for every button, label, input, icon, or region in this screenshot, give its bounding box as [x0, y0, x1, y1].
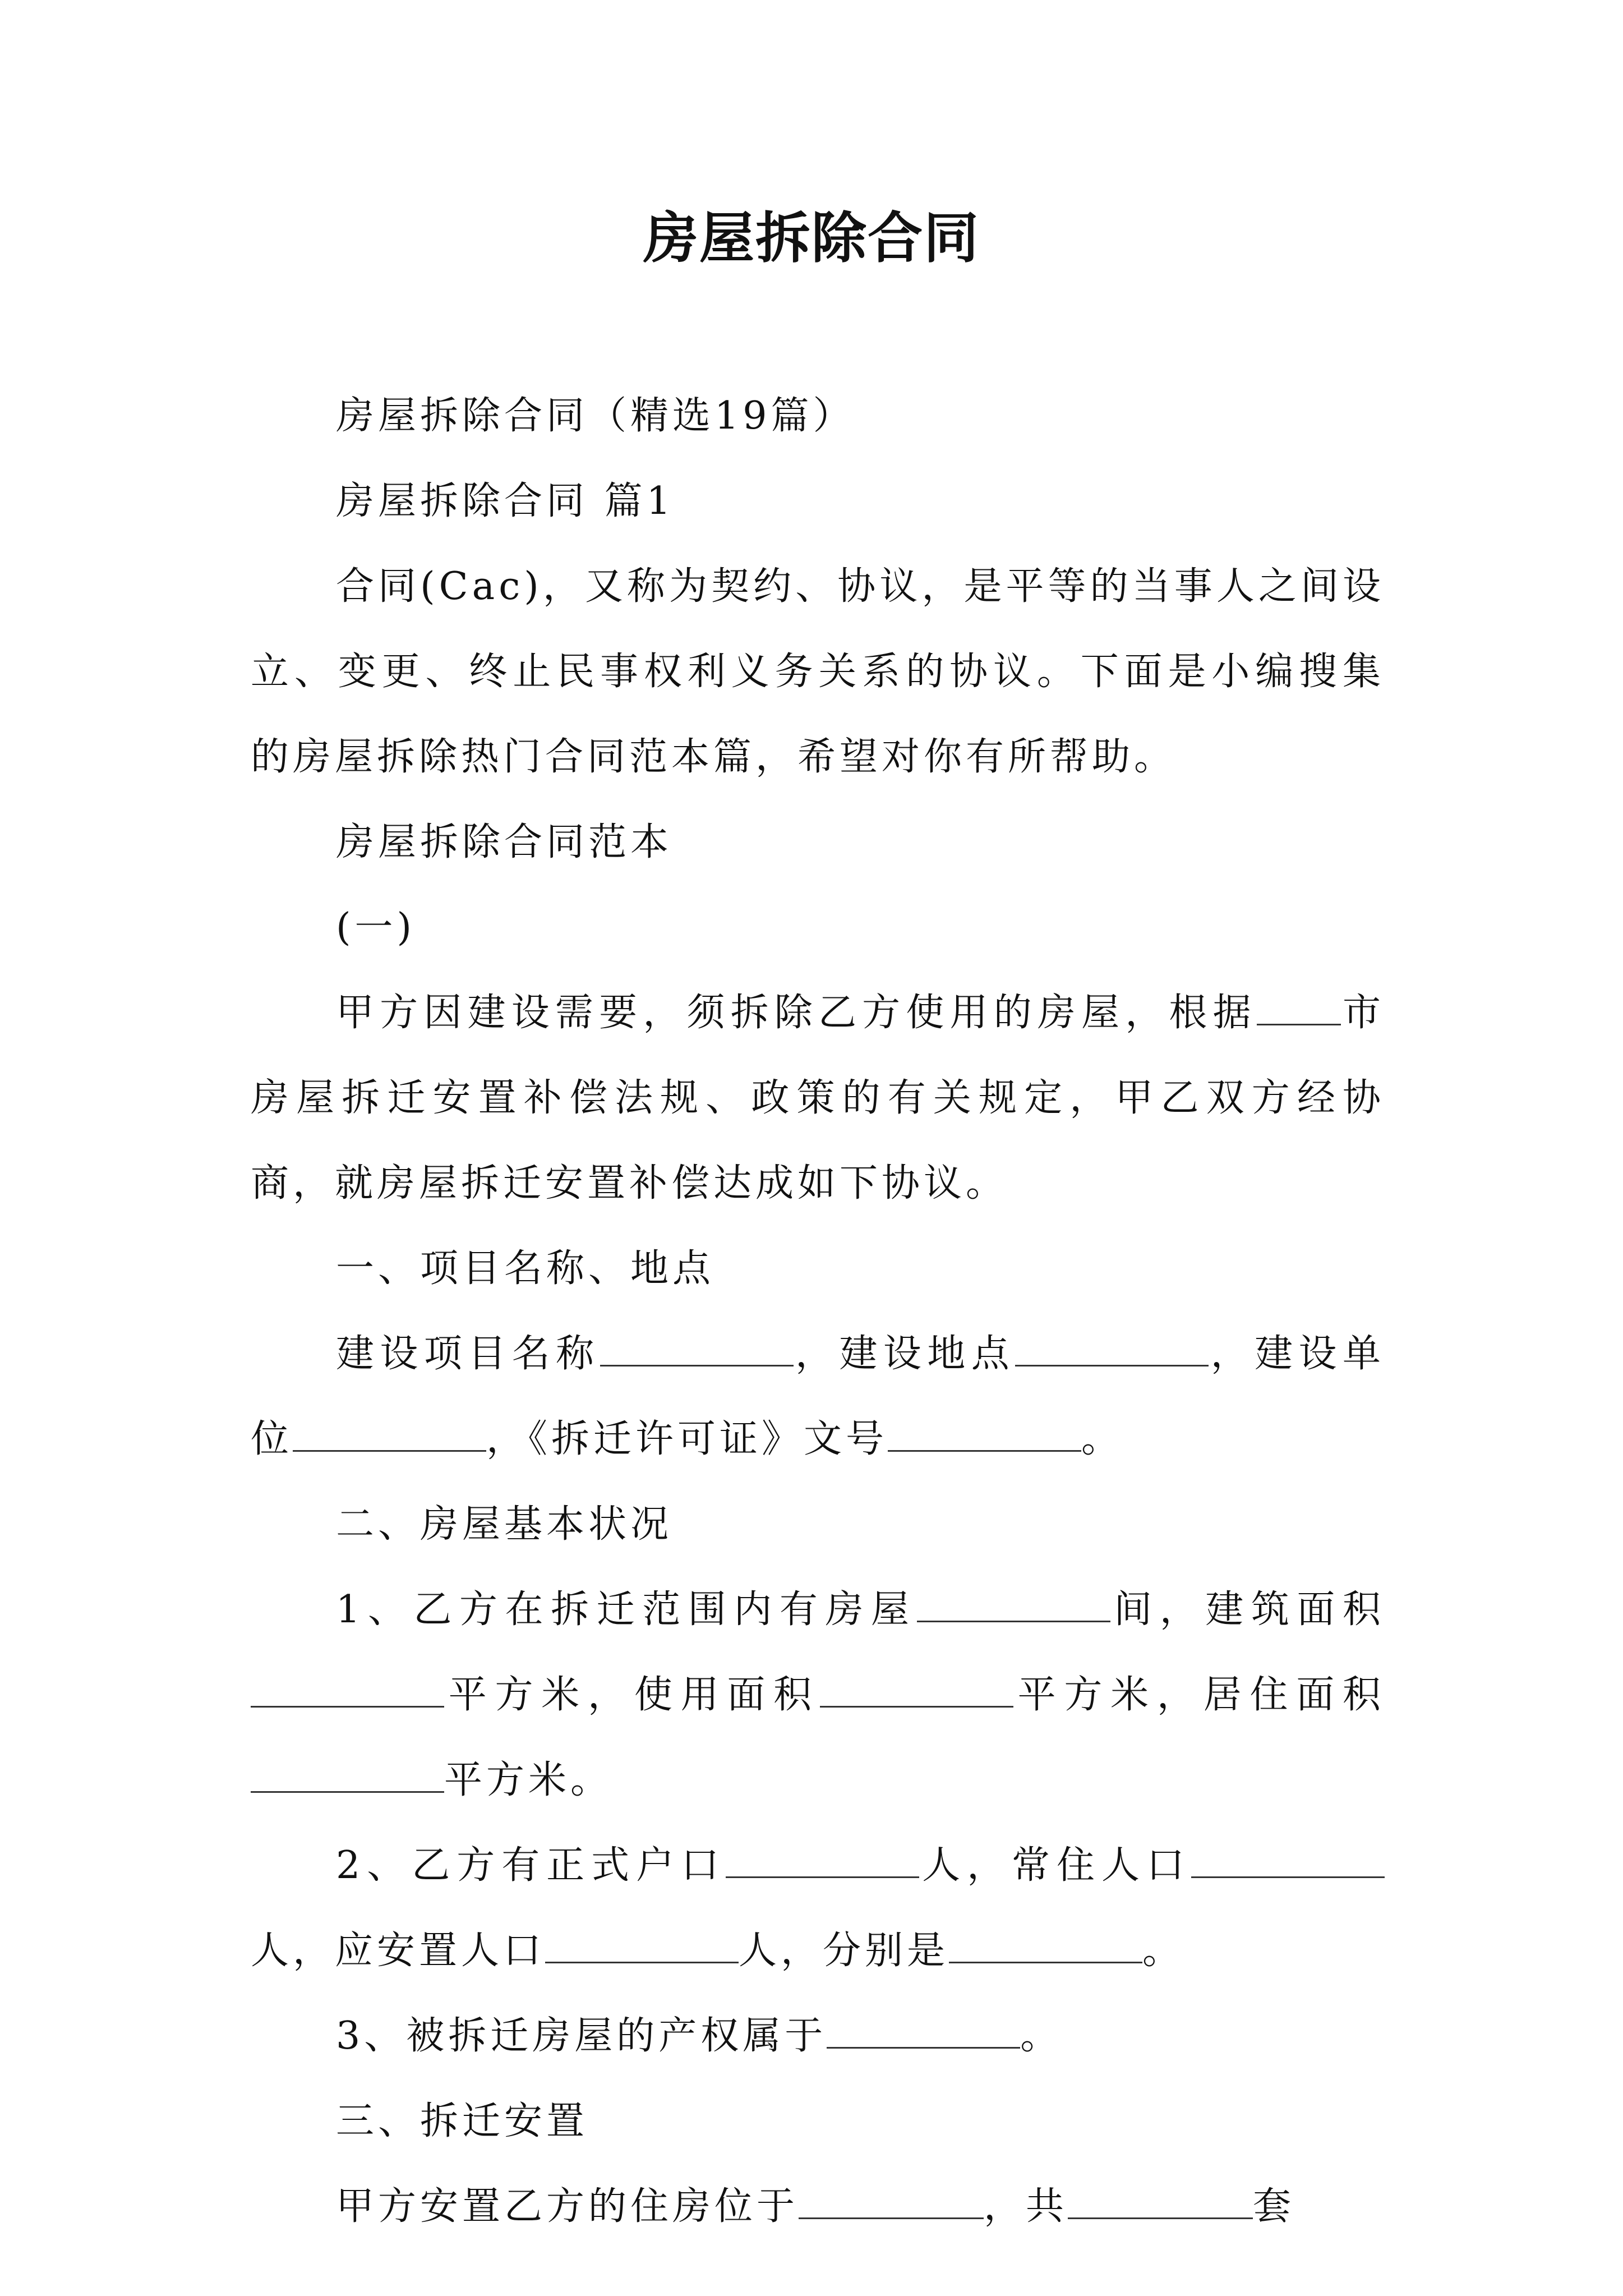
paragraph-text: 人，应安置人口	[251, 1929, 546, 1973]
paragraph-text: 平方米，居住面积	[1013, 1673, 1385, 1717]
blank-unit-count	[1068, 2186, 1253, 2219]
blank-resettled-residents	[545, 1930, 739, 1963]
paragraph-text: ，建设单位	[251, 1332, 1385, 1461]
paragraph-preamble	[251, 970, 1385, 1226]
paragraph-clause-3-body	[251, 2164, 1385, 2249]
paragraph-subtitle	[251, 374, 1385, 459]
paragraph-text: 人，分别是	[739, 1929, 949, 1973]
blank-permanent-residents	[1191, 1845, 1385, 1878]
paragraph-text: 二、房屋基本状况	[336, 1502, 673, 1547]
blank-building-area	[251, 1674, 444, 1708]
blank-usable-area	[820, 1674, 1013, 1708]
paragraph-text: 2、乙方有正式户口	[336, 1843, 726, 1888]
blank-project-name	[600, 1333, 794, 1366]
paragraph-text: 套	[1253, 2184, 1295, 2229]
paragraph-text: 房屋拆除合同范本	[336, 820, 673, 864]
blank-permit-number	[888, 1419, 1081, 1452]
paragraph-clause-1-body	[251, 1312, 1385, 1482]
paragraph-text: 建设项目名称	[336, 1332, 600, 1376]
paragraph-text: 人，常住人口	[919, 1843, 1191, 1888]
paragraph-text: 一、项目名称、地点	[336, 1246, 715, 1291]
paragraph-text: 甲方安置乙方的住房位于	[336, 2184, 799, 2229]
paragraph-text: ，共	[984, 2184, 1068, 2229]
paragraph-text: 3、被拆迁房屋的产权属于	[336, 2014, 827, 2058]
paragraph-text: 合同(Cac)，又称为契约、协议，是平等的当事人之间设立、变更、终止民事权利义务关系的协议。下面是小编搜集的房屋拆除热门合同范本篇，希望对你有所帮助。	[251, 564, 1385, 779]
document-title: 房屋拆除合同	[643, 206, 980, 270]
paragraph-text: 市房屋拆迁安置补偿法规、政策的有关规定，甲乙双方经协商，就房屋拆迁安置补偿达成如下协议。	[251, 991, 1385, 1205]
paragraph-intro	[251, 544, 1385, 800]
blank-resident-names	[949, 1930, 1142, 1963]
paragraph-text: 间，建筑面积	[1110, 1588, 1385, 1632]
paragraph-text: 。	[1142, 1929, 1185, 1973]
blank-registered-residents	[726, 1845, 919, 1878]
paragraph-clause-1-heading	[251, 1226, 1385, 1312]
paragraph-text: 1、乙方在拆迁范围内有房屋	[336, 1588, 917, 1632]
blank-construction-unit	[293, 1419, 486, 1452]
paragraph-template-heading	[251, 800, 1385, 885]
paragraph-text: ，《拆迁许可证》文号	[486, 1417, 888, 1461]
paragraph-text: ，建设地点	[793, 1332, 1016, 1376]
paragraph-text: 。	[1020, 2014, 1063, 2058]
blank-city	[1257, 992, 1341, 1025]
paragraph-text: (一)	[336, 905, 416, 950]
paragraph-text: 三、拆迁安置	[336, 2099, 589, 2143]
paragraph-text: 。	[1081, 1417, 1124, 1461]
paragraph-text: 房屋拆除合同（精选19篇）	[336, 394, 855, 438]
paragraph-text: 房屋拆除合同 篇1	[336, 479, 675, 523]
paragraph-clause-2-item-1	[251, 1567, 1385, 1823]
paragraph-clause-2-item-3	[251, 1994, 1385, 2079]
paragraph-text: 平方米。	[444, 1758, 613, 1802]
blank-property-owner	[827, 2016, 1020, 2049]
paragraph-clause-3-heading	[251, 2079, 1385, 2164]
blank-project-location	[1015, 1333, 1209, 1366]
paragraph-part-number	[251, 885, 1385, 970]
paragraph-section-heading	[251, 459, 1385, 544]
paragraph-text: 甲方因建设需要，须拆除乙方使用的房屋，根据	[336, 991, 1257, 1035]
document-body	[251, 374, 1385, 2249]
blank-housing-location	[799, 2186, 984, 2219]
paragraph-text: 平方米，使用面积	[444, 1673, 820, 1717]
blank-living-area	[251, 1760, 444, 1793]
paragraph-clause-2-item-2	[251, 1823, 1385, 1994]
blank-room-count	[917, 1589, 1110, 1622]
paragraph-clause-2-heading	[251, 1482, 1385, 1567]
